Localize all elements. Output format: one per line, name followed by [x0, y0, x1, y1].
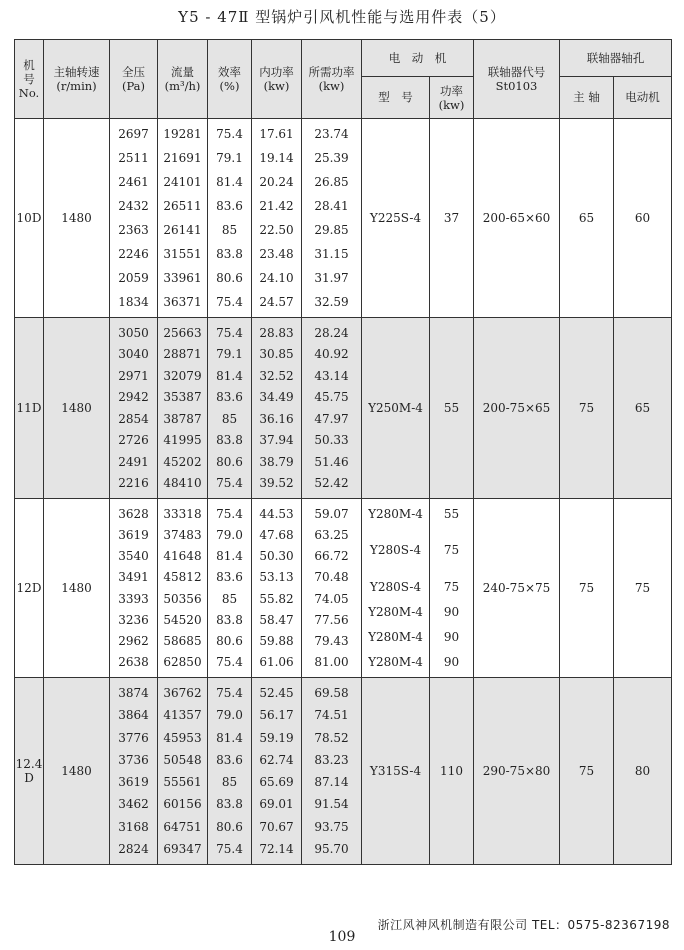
cell-value: 70.67 — [259, 819, 294, 834]
cell-value: 93.75 — [314, 819, 349, 834]
header-motor-shaft: 电动机 — [614, 77, 672, 119]
efficiency-cell — [208, 318, 252, 499]
header-line: 主轴转速 — [53, 65, 100, 79]
cell-value: 85 — [221, 411, 238, 426]
cell-value: 79.1 — [216, 151, 243, 165]
cell-value: 43.14 — [314, 368, 349, 383]
cell-value: 31.15 — [314, 247, 349, 261]
cell-value: 75.4 — [216, 654, 243, 669]
cell-value: 20.24 — [259, 175, 294, 189]
header-required-power — [302, 40, 362, 119]
cell-value: 83.23 — [314, 752, 349, 767]
cell-value: 33318 — [163, 507, 202, 521]
header-line: (Pa) — [121, 79, 146, 93]
cell-value: 3050 — [118, 326, 149, 340]
cell-value: 75.4 — [216, 127, 243, 141]
speed-cell: 1480 — [44, 119, 110, 318]
motor-model-cell: Y225S-4 — [362, 119, 430, 318]
page-title: Y5 - 47Ⅱ 型锅炉引风机性能与选用件表（5） — [178, 8, 506, 26]
cell-value: 2432 — [118, 199, 149, 213]
cell-value: 45.75 — [314, 390, 349, 405]
cell-value: 50548 — [163, 752, 202, 767]
header-line: 全压 — [122, 65, 145, 79]
cell-value: 69.01 — [259, 797, 294, 812]
cell-value: 24101 — [163, 175, 202, 189]
cell-value: 37.94 — [259, 433, 294, 448]
cell-value: 56.17 — [259, 708, 294, 723]
header-line: (m³/h) — [164, 79, 201, 93]
coupling-cell: 200-65×60 — [474, 119, 560, 318]
header-line: No. — [18, 86, 40, 100]
required-power-cell — [302, 499, 362, 678]
model-cell: 12D — [15, 499, 44, 678]
cell-value: 59.88 — [259, 633, 294, 648]
motor-power-cell: 55 — [430, 318, 474, 499]
cell-value: 62.74 — [259, 752, 294, 767]
cell-value: 28.41 — [314, 199, 349, 213]
cell-value: 2511 — [118, 151, 149, 165]
cell-value: 74.51 — [314, 708, 349, 723]
header-line: (kw) — [263, 79, 290, 93]
cell-value: 83.6 — [216, 390, 243, 405]
cell-value: 2461 — [118, 175, 149, 189]
cell-value: 36762 — [163, 686, 202, 700]
footer-company: 浙江风神风机制造有限公司 TEL：0575-82367198 — [377, 918, 670, 932]
header-line: (kw) — [438, 97, 465, 112]
header-motor: 电 动 机 — [362, 40, 474, 77]
pressure-cell — [110, 318, 158, 499]
cell-value: 36371 — [163, 295, 202, 309]
cell-value: 19281 — [163, 127, 202, 141]
table-row — [15, 119, 672, 318]
cell-value: 2962 — [118, 633, 149, 648]
cell-value: 41357 — [163, 708, 202, 723]
cell-value: 83.6 — [216, 199, 243, 213]
cell-value: Y280S-4 — [369, 579, 422, 594]
cell-value: 63.25 — [314, 528, 349, 543]
cell-value: 28.24 — [314, 326, 349, 340]
page-number: 109 — [328, 929, 356, 945]
header-speed — [44, 40, 110, 119]
pressure-cell — [110, 499, 158, 678]
cell-value: 3491 — [118, 570, 149, 585]
main-shaft-cell: 75 — [560, 318, 614, 499]
cell-value: 52.42 — [314, 475, 349, 490]
cell-value: 75.4 — [216, 326, 243, 340]
motor-model-cell: Y315S-4 — [362, 678, 430, 865]
cell-value: 79.1 — [216, 347, 243, 362]
header-line: (%) — [219, 79, 240, 93]
table-row — [15, 678, 672, 865]
cell-value: Y280M-4 — [368, 604, 423, 619]
cell-value: 33961 — [163, 271, 202, 285]
cell-value: 60156 — [163, 797, 202, 812]
cell-value: 44.53 — [259, 507, 294, 521]
required-power-cell — [302, 318, 362, 499]
cell-value: Y280M-4 — [368, 507, 423, 521]
cell-value: 58685 — [163, 633, 202, 648]
motor-power-cell: 110 — [430, 678, 474, 865]
cell-value: 34.49 — [259, 390, 294, 405]
header-motor-power — [430, 77, 474, 119]
header-line: 功率 — [440, 83, 463, 98]
cell-value: 26511 — [163, 199, 202, 213]
cell-value: 54520 — [163, 612, 202, 627]
cell-value: 45812 — [163, 570, 202, 585]
motor-power-cell — [430, 499, 474, 678]
motor-shaft-cell: 60 — [614, 119, 672, 318]
internal-power-cell — [252, 318, 302, 499]
cell-value: 48410 — [163, 475, 202, 490]
flow-cell — [158, 318, 208, 499]
header-line: 联轴器代号 — [487, 65, 546, 79]
model-cell: 12.4D — [15, 678, 44, 865]
cell-value: 85 — [221, 223, 238, 237]
cell-value: 62850 — [163, 654, 202, 669]
cell-value: Y280M-4 — [368, 629, 423, 644]
cell-value: 3874 — [118, 686, 149, 700]
header-line: 机 — [23, 58, 35, 72]
speed-cell: 1480 — [44, 678, 110, 865]
cell-value: 3864 — [118, 708, 149, 723]
cell-value: 83.6 — [216, 570, 243, 585]
main-shaft-cell: 65 — [560, 119, 614, 318]
cell-value: 85 — [221, 775, 238, 790]
cell-value: 2216 — [118, 475, 149, 490]
cell-value: 39.52 — [259, 475, 294, 490]
cell-value: 22.50 — [259, 223, 294, 237]
cell-value: 64751 — [163, 819, 202, 834]
cell-value: Y280S-4 — [369, 543, 422, 558]
cell-value: 2491 — [118, 454, 149, 469]
motor-shaft-cell: 65 — [614, 318, 672, 499]
cell-value: 80.6 — [216, 271, 243, 285]
header-flow — [158, 40, 208, 119]
cell-value: 55561 — [163, 775, 202, 790]
cell-value: 47.68 — [259, 528, 294, 543]
cell-value: 81.00 — [314, 654, 349, 669]
cell-value: 2942 — [118, 390, 149, 405]
performance-table — [14, 39, 672, 865]
cell-value: 85 — [221, 591, 238, 606]
cell-value: 72.14 — [259, 841, 294, 856]
cell-value: 58.47 — [259, 612, 294, 627]
header-internal-power — [252, 40, 302, 119]
cell-value: 21691 — [163, 151, 202, 165]
cell-value: 52.45 — [259, 686, 294, 700]
header-line: 号 — [23, 72, 35, 86]
header-line: (kw) — [318, 79, 345, 93]
cell-value: 23.74 — [314, 127, 349, 141]
speed-cell: 1480 — [44, 499, 110, 678]
cell-value: 65.69 — [259, 775, 294, 790]
cell-value: 32.59 — [314, 295, 349, 309]
cell-value: 87.14 — [314, 775, 349, 790]
cell-value: 3393 — [118, 591, 149, 606]
motor-model-cell — [362, 499, 430, 678]
cell-value: 90 — [443, 654, 460, 669]
cell-value: 3540 — [118, 549, 149, 564]
cell-value: 75 — [443, 579, 460, 594]
motor-model-cell: Y250M-4 — [362, 318, 430, 499]
motor-power-cell: 37 — [430, 119, 474, 318]
cell-value: 29.85 — [314, 223, 349, 237]
cell-value: 81.4 — [216, 175, 243, 189]
cell-value: 31.97 — [314, 271, 349, 285]
coupling-cell: 240-75×75 — [474, 499, 560, 678]
cell-value: 28871 — [163, 347, 202, 362]
cell-value: 53.13 — [259, 570, 294, 585]
cell-value: 69.58 — [314, 686, 349, 700]
cell-value: 3628 — [118, 507, 149, 521]
header-efficiency — [208, 40, 252, 119]
cell-value: 79.43 — [314, 633, 349, 648]
cell-value: 26.85 — [314, 175, 349, 189]
cell-value: 70.48 — [314, 570, 349, 585]
cell-value: 2363 — [118, 223, 149, 237]
cell-value: 83.6 — [216, 752, 243, 767]
internal-power-cell — [252, 499, 302, 678]
cell-value: 3776 — [118, 730, 149, 745]
pressure-cell — [110, 119, 158, 318]
cell-value: 1834 — [118, 295, 149, 309]
cell-value: 45202 — [163, 454, 202, 469]
internal-power-cell — [252, 119, 302, 318]
cell-value: 61.06 — [259, 654, 294, 669]
cell-value: 2971 — [118, 368, 149, 383]
cell-value: 75.4 — [216, 295, 243, 309]
required-power-cell — [302, 119, 362, 318]
header-coupling-hole: 联轴器轴孔 — [560, 40, 672, 77]
coupling-cell: 200-75×65 — [474, 318, 560, 499]
cell-value: 3236 — [118, 612, 149, 627]
flow-cell — [158, 678, 208, 865]
cell-value: 19.14 — [259, 151, 294, 165]
cell-value: 81.4 — [216, 549, 243, 564]
efficiency-cell — [208, 499, 252, 678]
cell-value: 50.30 — [259, 549, 294, 564]
efficiency-cell — [208, 678, 252, 865]
cell-value: 91.54 — [314, 797, 349, 812]
efficiency-cell — [208, 119, 252, 318]
pressure-cell — [110, 678, 158, 865]
table-row — [15, 499, 672, 678]
cell-value: 3619 — [118, 528, 149, 543]
cell-value: 80.6 — [216, 454, 243, 469]
cell-value: 59.07 — [314, 507, 349, 521]
cell-value: 3736 — [118, 752, 149, 767]
main-shaft-cell: 75 — [560, 678, 614, 865]
cell-value: 2246 — [118, 247, 149, 261]
header-model-no — [15, 40, 44, 119]
cell-value: 2726 — [118, 433, 149, 448]
cell-value: 83.8 — [216, 247, 243, 261]
motor-shaft-cell: 80 — [614, 678, 672, 865]
cell-value: 69347 — [163, 841, 202, 856]
flow-cell — [158, 119, 208, 318]
cell-value: 36.16 — [259, 411, 294, 426]
header-line: 效率 — [218, 65, 241, 79]
cell-value: 75.4 — [216, 475, 243, 490]
flow-cell — [158, 499, 208, 678]
cell-value: Y280M-4 — [368, 654, 423, 669]
cell-value: 2824 — [118, 841, 149, 856]
cell-value: 38.79 — [259, 454, 294, 469]
header-motor-model: 型 号 — [362, 77, 430, 119]
cell-value: 75.4 — [216, 841, 243, 856]
cell-value: 79.0 — [216, 528, 243, 543]
header-line: 所需功率 — [308, 65, 355, 79]
cell-value: 50.33 — [314, 433, 349, 448]
cell-value: 2697 — [118, 127, 149, 141]
cell-value: 24.57 — [259, 295, 294, 309]
cell-value: 80.6 — [216, 819, 243, 834]
cell-value: 38787 — [163, 411, 202, 426]
motor-shaft-cell: 75 — [614, 499, 672, 678]
required-power-cell — [302, 678, 362, 865]
cell-value: 24.10 — [259, 271, 294, 285]
cell-value: 83.8 — [216, 797, 243, 812]
cell-value: 77.56 — [314, 612, 349, 627]
cell-value: 35387 — [163, 390, 202, 405]
cell-value: 55 — [443, 507, 460, 521]
cell-value: 83.8 — [216, 612, 243, 627]
cell-value: 81.4 — [216, 368, 243, 383]
cell-value: 90 — [443, 604, 460, 619]
cell-value: 3619 — [118, 775, 149, 790]
header-line: 流量 — [171, 65, 194, 79]
header-line: St0103 — [495, 79, 538, 93]
table-row — [15, 318, 672, 499]
cell-value: 75.4 — [216, 686, 243, 700]
cell-value: 55.82 — [259, 591, 294, 606]
header-line: (r/min) — [56, 79, 97, 93]
header-pressure — [110, 40, 158, 119]
cell-value: 51.46 — [314, 454, 349, 469]
cell-value: 83.8 — [216, 433, 243, 448]
cell-value: 47.97 — [314, 411, 349, 426]
cell-value: 3462 — [118, 797, 149, 812]
cell-value: 21.42 — [259, 199, 294, 213]
cell-value: 41995 — [163, 433, 202, 448]
cell-value: 50356 — [163, 591, 202, 606]
cell-value: 3040 — [118, 347, 149, 362]
cell-value: 78.52 — [314, 730, 349, 745]
cell-value: 75 — [443, 543, 460, 558]
cell-value: 28.83 — [259, 326, 294, 340]
speed-cell: 1480 — [44, 318, 110, 499]
model-cell: 11D — [15, 318, 44, 499]
cell-value: 2854 — [118, 411, 149, 426]
cell-value: 37483 — [163, 528, 202, 543]
cell-value: 81.4 — [216, 730, 243, 745]
cell-value: 80.6 — [216, 633, 243, 648]
cell-value: 31551 — [163, 247, 202, 261]
cell-value: 90 — [443, 629, 460, 644]
cell-value: 26141 — [163, 223, 202, 237]
cell-value: 2638 — [118, 654, 149, 669]
model-cell: 10D — [15, 119, 44, 318]
cell-value: 23.48 — [259, 247, 294, 261]
header-line: 内功率 — [259, 65, 294, 79]
coupling-cell: 290-75×80 — [474, 678, 560, 865]
internal-power-cell — [252, 678, 302, 865]
header-main-shaft: 主 轴 — [560, 77, 614, 119]
cell-value: 59.19 — [259, 730, 294, 745]
cell-value: 40.92 — [314, 347, 349, 362]
cell-value: 3168 — [118, 819, 149, 834]
cell-value: 75.4 — [216, 507, 243, 521]
cell-value: 25663 — [163, 326, 202, 340]
cell-value: 74.05 — [314, 591, 349, 606]
cell-value: 95.70 — [314, 841, 349, 856]
main-shaft-cell: 75 — [560, 499, 614, 678]
cell-value: 79.0 — [216, 708, 243, 723]
cell-value: 30.85 — [259, 347, 294, 362]
cell-value: 41648 — [163, 549, 202, 564]
header-coupling-code — [474, 40, 560, 119]
cell-value: 17.61 — [259, 127, 294, 141]
cell-value: 25.39 — [314, 151, 349, 165]
cell-value: 32079 — [163, 368, 202, 383]
cell-value: 32.52 — [259, 368, 294, 383]
cell-value: 2059 — [118, 271, 149, 285]
cell-value: 45953 — [163, 730, 202, 745]
cell-value: 66.72 — [314, 549, 349, 564]
